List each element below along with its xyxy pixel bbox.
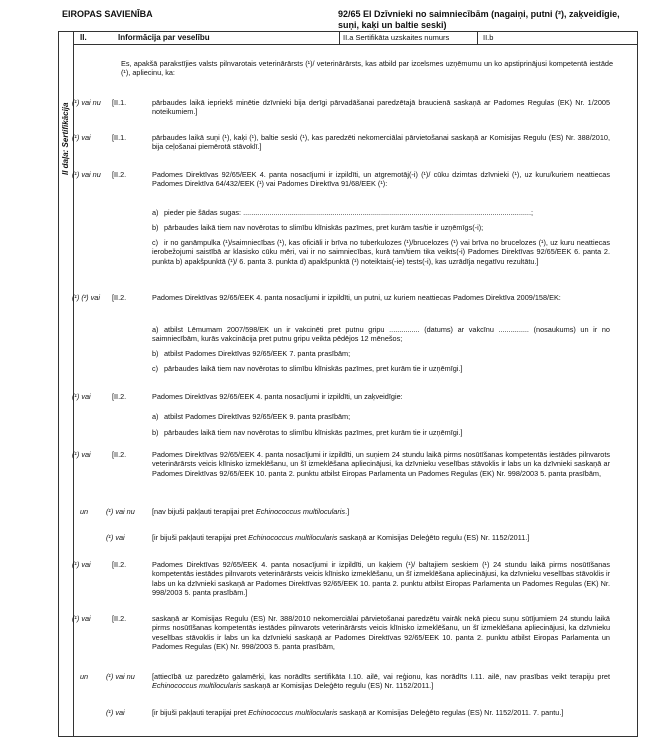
clause-ref: [II.2.	[112, 614, 127, 623]
clause-text: [ir bijuši pakļauti terapijai pret Echinococcus multilocularis saskaņā ar Komisijas Deleģēto regulas (ES) Nr. 1152/2011. 7. pantu.]	[152, 708, 564, 717]
option-mark: (¹) vai	[72, 133, 91, 142]
clause-ref: [II.2.	[112, 293, 127, 302]
option-mark: (¹) vai	[72, 614, 91, 623]
un-label: un	[80, 672, 89, 681]
clause-text: [nav bijuši pakļauti terapijai pret Echinococcus multilocularis.]	[152, 507, 350, 516]
option-mark: (¹) vai	[106, 708, 125, 717]
sub-item: c) pārbaudes laikā tiem nav novērotas to slimību klīniskās pazīmes, pret kurām tie ir uzņēmīgi.]	[152, 364, 463, 373]
clause-text: [attiecībā uz paredzēto galamērķi, kas norādīts sertifikāta I.10. ailē, vai reģionu, kas norādīts I.11. ailē, nav prasības veikt terapiju pret Echinococcus multilocularis saskaņā ar Komisijas Deleģēto regulu (ES) Nr. 1152/2011.]	[152, 672, 610, 691]
option-mark: (¹) vai nu	[72, 98, 101, 107]
clause-text: Padomes Direktīvas 92/65/EEK 4. panta nosacījumi ir izpildīti, un zaķveidīgie:	[152, 392, 403, 401]
header-left: EIROPAS SAVIENĪBA	[62, 9, 153, 19]
intro-text: Es, apakšā parakstījies valsts pilnvarotais veterinārārsts (¹)/ veterinārārsts, kas atbild par izcelsmes uzņēmumu un ko apstiprinājusi kompetentā iestāde (¹), apliecinu, ka:	[121, 59, 613, 78]
clause-text: saskaņā ar Komisijas Regulu (ES) Nr. 388/2010 nekomerciālai pārvietošanai paredzētu vairāk nekā piecu suņu sūtījumiem 24 stundu laikā pirms nosūtīšanas kompetentās iestādes pilnvarots veterinārārsts veicis klīnisko izmeklēšanu, un šī izmeklēšana apliecinājusi, ka dzīvnieku veselības stāvoklis ir labs un ka dzīvnieki saskaņā ar Padomes Direktīvas 92/65/EEK 10. panta 2. punktu atbilst Eiropas Parlamenta un Padomes Regulas (EK) Nr. 998/2003 5. panta prasībām,	[152, 614, 610, 652]
sub-item: b) atbilst Padomes Direktīvas 92/65/EEK 7. panta prasībām;	[152, 349, 351, 358]
clause-ref: [II.2.	[112, 450, 127, 459]
clause-ref: [II.2.	[112, 170, 127, 179]
sub-item: c) ir no ganāmpulka (¹)/saimniecības (¹), kas oficiāli ir brīva no tuberkulozes (¹)/brucelozes (¹) vai brīva no brucelozes (¹), uz kuru neattiecas ierobežojumi saistībā ar klasisko cūku mēri, vai ir no saimniecības, kurā tam/tiem tika veikts(-i) Padomes Direktīvas 92/65/EEK 6. panta 2. punkta b) apakšpunktā (¹)/ 6. panta 3. punkta d) apakšpunktā (¹) noteiktais(-ie) tests(-i), kas uzrādīja negatīvu rezultātu.]	[152, 238, 610, 266]
option-mark: (¹) (²) vai	[72, 293, 100, 302]
clause-ref: [II.1.	[112, 133, 127, 142]
clause-text: pārbaudes laikā suņi (¹), kaķi (¹), baltie seski (¹), kas paredzēti nekomerciālai pārvietošanai saskaņā ar Komisijas Regulu (ES) Nr. 388/2010, bija ceļošanai piemērotā stāvoklī.]	[152, 133, 610, 152]
option-mark: (¹) vai nu	[72, 170, 101, 179]
un-label: un	[80, 507, 89, 516]
clause-ref: [II.1.	[112, 98, 127, 107]
option-mark: (¹) vai	[72, 392, 91, 401]
clause-text: Padomes Direktīvas 92/65/EEK 4. panta nosacījumi ir izpildīti, un kaķiem (¹)/ baltajiem seskiem (¹) 24 stundu laikā pirms nosūtīšanas kompetentās iestādes pilnvarots veterinārārsts veicis klīnisko izmeklēšanu, un šī izmeklēšana apliecinājusi, ka dzīvnieku veselības stāvoklis ir labs un ka dzīvnieki saskaņā ar Padomes Direktīvas 92/65/EEK 10. panta 2. punktu atbilst Eiropas Parlamenta un Padomes Regulas (EK) Nr. 998/2003 5. panta prasībām.]	[152, 560, 610, 598]
sub-item: a) atbilst Padomes Direktīvas 92/65/EEK 9. panta prasībām;	[152, 412, 351, 421]
clause-ref: [II.2.	[112, 392, 127, 401]
clause-text: Padomes Direktīvas 92/65/EEK 4. panta nosacījumi ir izpildīti, un suņiem 24 stundu laikā pirms nosūtīšanas kompetentās iestādes pilnvarots veterinārārsts veicis klīnisko izmeklēšanu, un šī izmeklēšana apliecinājusi, ka dzīvnieku veselības stāvoklis ir labs un ka dzīvnieki saskaņā ar Padomes Direktīvas 92/65/EEK 10. panta 2. punktu atbilst Eiropas Parlamenta un Padomes Regulas (EK) Nr. 998/2003 5. panta prasībām,	[152, 450, 610, 478]
option-mark: (¹) vai nu	[106, 672, 135, 681]
sub-item: b) pārbaudes laikā tiem nav novērotas to slimību klīniskās pazīmes, pret kurām tas/tie ir uzņēmīgs(-i);	[152, 223, 484, 232]
side-label: II daļa: Sertifikācija	[61, 102, 70, 175]
clause-text: pārbaudes laikā iepriekš minētie dzīvnieki bija derīgi pārvadāšanai paredzētajā braucienā saskaņā ar Padomes Regulas (EK) Nr. 1/2005 noteikumiem.]	[152, 98, 610, 117]
clause-text: [ir bijuši pakļauti terapijai pret Echinococcus multilocularis saskaņā ar Komisijas Deleģēto regulu (ES) Nr. 1152/2011.]	[152, 533, 530, 542]
sub-item: b) pārbaudes laikā tiem nav novērotas to slimību klīniskās pazīmes, pret kurām tie ir uzņēmīgi.]	[152, 428, 463, 437]
header-right: 92/65 EI Dzīvnieki no saimniecībām (nagaiņi, putni (²), zaķveidīgie, suņi, kaķi un baltie seski)	[338, 9, 620, 30]
sub-item: a) atbilst Lēmumam 2007/598/EK un ir vakcinēti pret putnu gripu ............... (datums) ar vakcīnu ............... (nosaukums) un ir no saimniecībām, kurās vakcinācija pret putnu gripu veikta pēdējos 12 mēnešos;	[152, 325, 610, 344]
ref-label: II.a Sertifikāta uzskaites numurs	[343, 33, 450, 42]
clause-text: Padomes Direktīvas 92/65/EEK 4. panta nosacījumi ir izpildīti, un atgremotāj(-i) (¹)/ cūku dzimtas dzīvnieki (¹), uz kuru/kuriem neattiecas Padomes Direktīva 64/432/EEK (¹) vai Padomes Direktīva 91/68/EEK (¹):	[152, 170, 610, 189]
option-mark: (¹) vai nu	[106, 507, 135, 516]
option-mark: (¹) vai	[72, 560, 91, 569]
part-number: II.	[80, 33, 87, 42]
ref-b: II.b	[483, 33, 494, 42]
option-mark: (¹) vai	[106, 533, 125, 542]
clause-text: Padomes Direktīvas 92/65/EEK 4. panta nosacījumi ir izpildīti, un putni, uz kuriem neattiecas Padomes Direktīva 2009/158/EK:	[152, 293, 561, 302]
option-mark: (¹) vai	[72, 450, 91, 459]
clause-ref: [II.2.	[112, 560, 127, 569]
sub-item: a) pieder pie šādas sugas: ..............................................................................................................................................;	[152, 208, 534, 217]
part-title: Informācija par veselību	[118, 33, 210, 42]
